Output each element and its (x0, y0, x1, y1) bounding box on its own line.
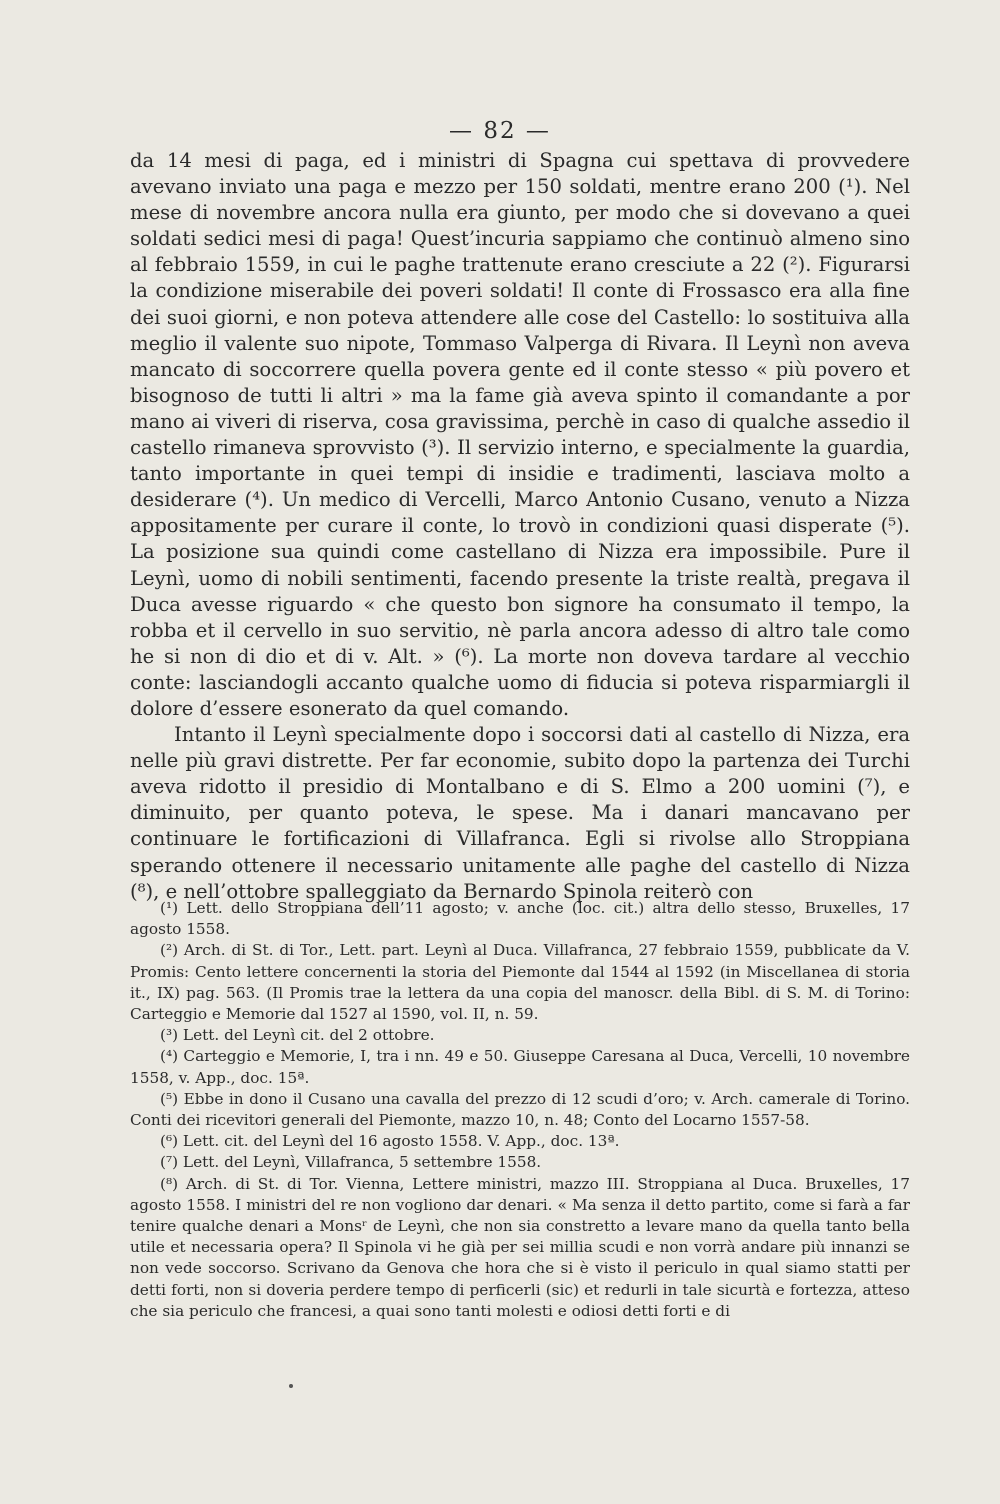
footnote: (⁶) Lett. cit. del Leynì del 16 agosto 1558. V. App., doc. 13ª. (160, 1132, 620, 1151)
footnote: (⁴) Carteggio e Memorie, I, tra i nn. 49 e 50. Giuseppe Caresana al Duca, Vercelli, 10 novembre 1558, v. App., doc. 15ª. (130, 1047, 910, 1087)
footnote: (⁸) Arch. di St. di Tor. Vienna, Lettere ministri, mazzo III. Stroppiana al Duca. Bruxelles, 17 agosto 1558. I ministri del re non vogliono dar denari. « Ma senza il detto partito, come si farà a far tenire qualche denari a Monsʳ de Leynì, che non sia constretto a levare mano da quella tanto bella utile et necessaria opera? Il Spinola vi he già per sei millia scudi e non vorrà andare più innanzi se non vede soccorso. Scrivano da Genova che hora che si è visto il periculo in qual siamo statti per detti forti, non si doveria perdere tempo di perficerli (sic) et redurli in tale sicurtà e fortezza, atteso che sia periculo che francesi, a quai sono tanti molesti e odiosi detti forti e di (130, 1174, 910, 1320)
ink-speck (289, 1384, 293, 1388)
main-text (130, 148, 910, 905)
footnote: (³) Lett. del Leynì cit. del 2 ottobre. (160, 1026, 435, 1045)
page-number: — 82 — (449, 118, 551, 144)
paragraph: da 14 mesi di paga, ed i ministri di Spagna cui spettava di provvedere avevano inviato una paga e mezzo per 150 soldati, mentre erano 200 (¹). Nel mese di novembre ancora nulla era giunto, per modo che si dovevano a quei soldati sedici mesi di paga! Quest’incuria sappiamo che continuò almeno sino al febbraio 1559, in cui le paghe trattenute erano cresciute a 22 (²). Figurarsi la condizione miserabile dei poveri soldati! Il conte di Frossasco era alla fine dei suoi giorni, e non poteva attendere alle cose del Castello: lo sostituiva alla meglio il valente suo nipote, Tommaso Valperga di Rivara. Il Leynì non aveva mancato di soccorrere quella povera gente ed il conte stesso « più povero et bisognoso de tutti li altri » ma la fame già aveva spinto il comandante a por mano ai viveri di riserva, cosa gravissima, perchè in caso di qualche assedio il castello rimaneva sprovvisto (³). Il servizio interno, e specialmente la guardia, tanto importante in quei tempi di insidie e tradimenti, lasciava molto a desiderare (⁴). Un medico di Vercelli, Marco Antonio Cusano, venuto a Nizza appositamente per curare il conte, lo trovò in condizioni quasi disperate (⁵). La posizione sua quindi come castellano di Nizza era impossibile. Pure il Leynì, uomo di nobili sentimenti, facendo presente la triste realtà, pregava il Duca avesse riguardo « che questo bon signore ha consumato il tempo, la robba et il cervello in suo servitio, nè parla ancora adesso di altro tale como he si non di dio et di v. Alt. » (⁶). La morte non doveva tardare al vecchio conte: lasciandogli accanto qualche uomo di fiducia si poteva risparmiargli il dolore d’essere esonerato da quel comando. (130, 149, 910, 720)
paragraph: Intanto il Leynì specialmente dopo i soccorsi dati al castello di Nizza, era nelle più gravi distrette. Per far economie, subito dopo la partenza dei Turchi aveva ridotto il presidio di Montalbano e di S. Elmo a 200 uomini (⁷), e diminuito, per quanto poteva, le spese. Ma i danari mancavano per continuare le fortificazioni di Villafranca. Egli si rivolse allo Stroppiana sperando ottenere il necessario unitamente alle paghe del castello di Nizza (⁸), e nell’ottobre spalleggiato da Bernardo Spinola reiterò con (130, 723, 910, 903)
footnote: (⁷) Lett. del Leynì, Villafranca, 5 settembre 1558. (160, 1153, 542, 1172)
footnote: (¹) Lett. dello Stroppiana dell’11 agosto; v. anche (loc. cit.) altra dello stesso, Bruxelles, 17 agosto 1558. (130, 899, 910, 939)
footnotes (130, 898, 910, 1322)
footnote: (²) Arch. di St. di Tor., Lett. part. Leynì al Duca. Villafranca, 27 febbraio 1559, pubblicate da V. Promis: Cento lettere concernenti la storia del Piemonte dal 1544 al 1592 (in Miscellanea di storia it., IX) pag. 563. (Il Promis trae la lettera da una copia del manoscr. della Bibl. di S. M. di Torino: Carteggio e Memorie dal 1527 al 1590, vol. II, n. 59. (130, 941, 910, 1024)
footnote: (⁵) Ebbe in dono il Cusano una cavalla del prezzo di 12 scudi d’oro; v. Arch. camerale di Torino. Conti dei ricevitori generali del Piemonte, mazzo 10, n. 48; Conto del Locarno 1557-58. (130, 1089, 910, 1130)
